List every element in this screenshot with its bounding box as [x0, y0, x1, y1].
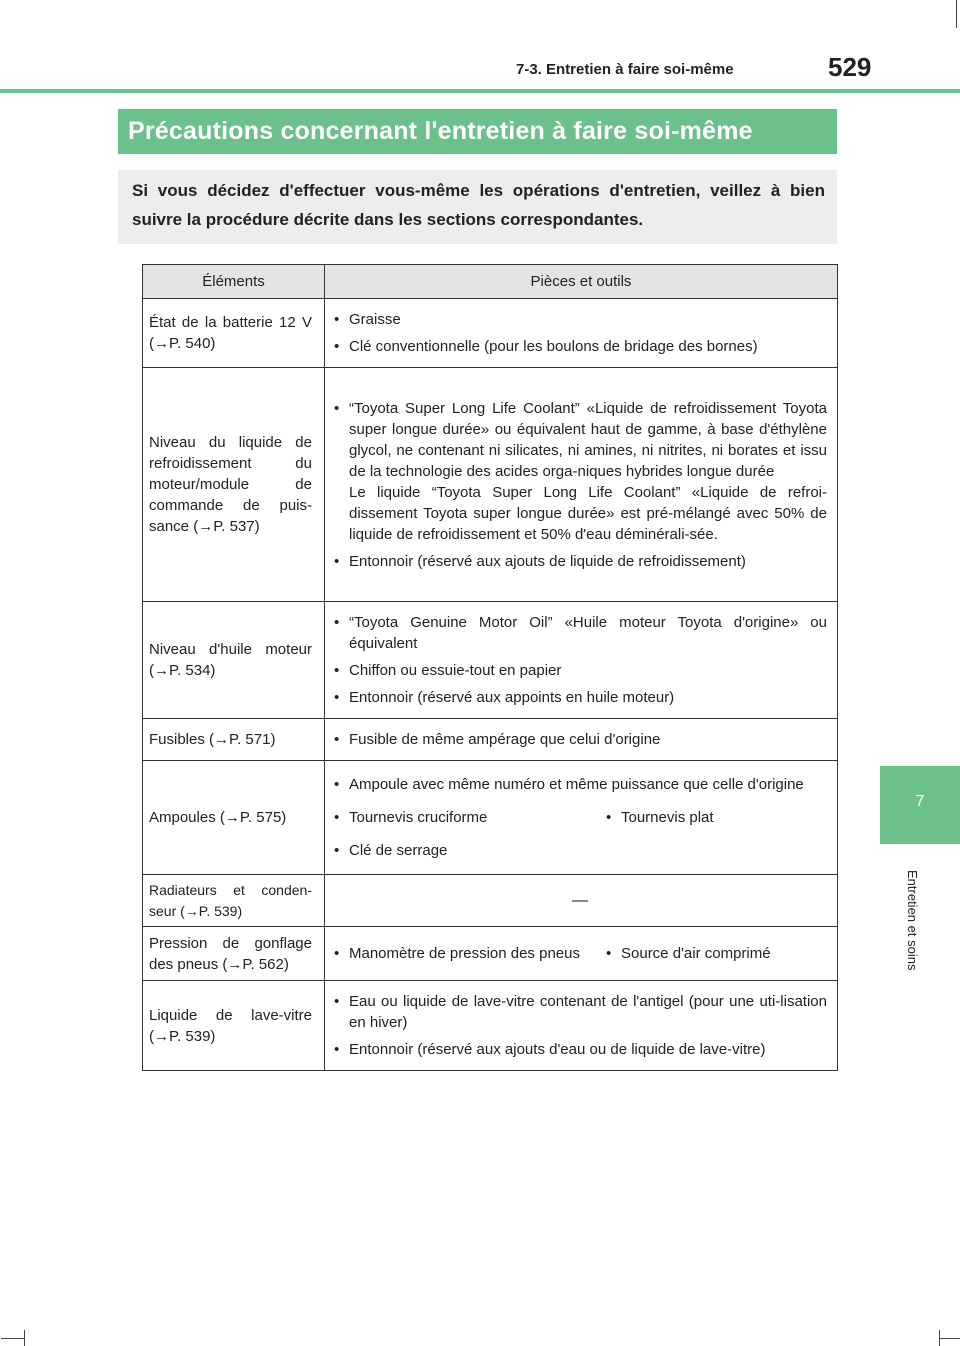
page-number: 529 [828, 52, 872, 82]
element-cell: Radiateurs et conden-seur (→P. 539) [143, 875, 325, 927]
tool-item: • “Toyota Genuine Motor Oil” «Huile moteur Toyota d'origine» ou équivalent [333, 612, 827, 654]
table-row [143, 981, 838, 1071]
tool-item: • Source d'air comprimé [605, 943, 827, 964]
tools-cell [325, 927, 838, 981]
tool-pair [333, 801, 827, 834]
crop-mark [24, 1330, 25, 1346]
tool-item: • Fusible de même ampérage que celui d'origine [333, 729, 827, 750]
tool-item: • Graisse [333, 309, 827, 330]
tool-item-text: • “Toyota Super Long Life Coolant” «Liquide de refroidissement Toyota super longue durée» ou équivalent haut de gamme, à base d'éthylène glycol, ne contenant ni silicates, ni amines, ni nitrites, ni borates et issu de la technologie des acides orga-niques hybrides longue durée [349, 399, 827, 480]
tools-cell [325, 719, 838, 761]
tool-item: • Eau ou liquide de lave-vitre contenant de l'antigel (pour une uti-lisation en hiver) [333, 991, 827, 1033]
table-row [143, 368, 838, 602]
crop-mark [1, 1338, 25, 1339]
table-row [143, 761, 838, 875]
element-cell: Niveau d'huile moteur (→P. 534) [143, 602, 325, 719]
section-header: 7-3. Entretien à faire soi-même [516, 61, 734, 78]
element-cell: Liquide de lave-vitre (→P. 539) [143, 981, 325, 1071]
column-header-tools: Pièces et outils [325, 265, 838, 299]
parts-tools-table [142, 264, 838, 1071]
section-title: Précautions concernant l'entretien à faire soi-même [118, 109, 837, 154]
tool-item: • Entonnoir (réservé aux ajouts de liquide de refroidissement) [333, 551, 827, 572]
tool-item: • Clé conventionnelle (pour les boulons de bridage des bornes) [333, 336, 827, 357]
chapter-tab: 7 [880, 766, 960, 844]
table-row [143, 927, 838, 981]
table-row [143, 602, 838, 719]
element-cell: État de la batterie 12 V (→P. 540) [143, 299, 325, 368]
tools-cell [325, 981, 838, 1071]
element-cell: Ampoules (→P. 575) [143, 761, 325, 875]
tool-pair [333, 937, 827, 970]
element-cell: Fusibles (→P. 571) [143, 719, 325, 761]
tool-item: • Ampoule avec même numéro et même puissance que celle d'origine [333, 774, 827, 795]
tools-cell [325, 368, 838, 602]
tool-item-note: Le liquide “Toyota Super Long Life Coolant” «Liquide de refroi-dissement Toyota super longue durée» est pré-mélangé avec 50% de liquide de refroidissement et 50% d'eau déminérali-sée. [349, 483, 827, 543]
table-row [143, 299, 838, 368]
element-cell: Niveau du liquide de refroidissement du moteur/module de commande de puis-sance (→P. 537) [143, 368, 325, 602]
tools-cell: — [325, 875, 838, 927]
crop-mark [939, 1338, 960, 1339]
table-row [143, 719, 838, 761]
element-cell: Pression de gonflage des pneus (→P. 562) [143, 927, 325, 981]
column-header-elements: Éléments [143, 265, 325, 299]
tools-cell [325, 299, 838, 368]
table-row [143, 875, 838, 927]
crop-mark [939, 1330, 940, 1346]
crop-mark [956, 0, 957, 28]
intro-text: Si vous décidez d'effectuer vous-même les opérations d'entretien, veillez à bien suivre la procédure décrite dans les sections correspondantes. [118, 170, 837, 244]
tool-item: • Chiffon ou essuie-tout en papier [333, 660, 827, 681]
tool-item: • Tournevis cruciforme [333, 807, 605, 828]
chapter-title: Entretien et soins [905, 869, 920, 971]
tool-item: • Clé de serrage [333, 840, 827, 861]
header-rule [0, 89, 960, 93]
tool-item: • Entonnoir (réservé aux appoints en huile moteur) [333, 687, 827, 708]
tools-cell [325, 602, 838, 719]
tool-item [333, 398, 827, 545]
table-header-row [143, 265, 838, 299]
tool-item: • Entonnoir (réservé aux ajouts d'eau ou de liquide de lave-vitre) [333, 1039, 827, 1060]
tool-item: • Tournevis plat [605, 807, 827, 828]
tools-cell [325, 761, 838, 875]
tool-item: • Manomètre de pression des pneus [333, 943, 605, 964]
